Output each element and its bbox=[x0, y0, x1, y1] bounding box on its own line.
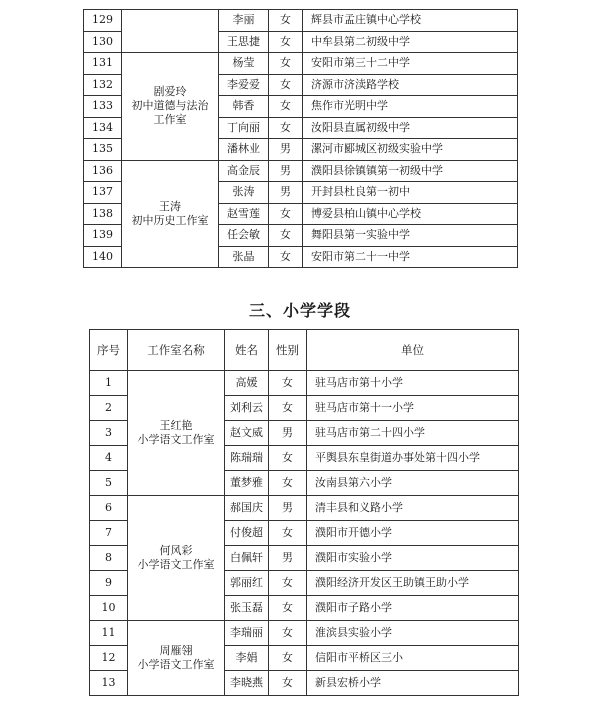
gender: 女 bbox=[269, 96, 303, 118]
unit: 安阳市第三十二中学 bbox=[303, 53, 518, 75]
studio-name: 小学语文工作室 bbox=[137, 658, 215, 671]
teacher-name: 郭丽红 bbox=[225, 571, 269, 596]
gender: 女 bbox=[269, 371, 307, 396]
row-number: 133 bbox=[84, 96, 122, 118]
row-number: 6 bbox=[90, 496, 128, 521]
teacher-name: 陈瑞瑞 bbox=[225, 446, 269, 471]
teacher-name: 李娟 bbox=[225, 646, 269, 671]
unit: 驻马店市第十一小学 bbox=[307, 396, 519, 421]
row-number: 129 bbox=[84, 10, 122, 32]
unit: 信阳市平桥区三小 bbox=[307, 646, 519, 671]
studio-name: 初中历史工作室 bbox=[131, 213, 209, 227]
studio-name: 初中道德与法治 bbox=[131, 99, 209, 113]
table-header-row bbox=[90, 330, 519, 371]
row-number: 13 bbox=[90, 671, 128, 696]
unit: 濮阳经济开发区王助镇王助小学 bbox=[307, 571, 519, 596]
teacher-name: 张涛 bbox=[219, 182, 269, 204]
unit: 开封县杜良第一初中 bbox=[303, 182, 518, 204]
studio-leader: 剧爱玲 bbox=[153, 85, 187, 99]
gender: 男 bbox=[269, 139, 303, 161]
row-number: 131 bbox=[84, 53, 122, 75]
unit: 焦作市光明中学 bbox=[303, 96, 518, 118]
row-number: 10 bbox=[90, 596, 128, 621]
studio-cell bbox=[122, 160, 219, 268]
unit: 濮阳市子路小学 bbox=[307, 596, 519, 621]
unit: 驻马店市第十小学 bbox=[307, 371, 519, 396]
gender: 女 bbox=[269, 246, 303, 268]
row-number: 3 bbox=[90, 421, 128, 446]
unit: 清丰县和义路小学 bbox=[307, 496, 519, 521]
gender: 女 bbox=[269, 571, 307, 596]
unit: 淮滨县实验小学 bbox=[307, 621, 519, 646]
row-number: 136 bbox=[84, 160, 122, 182]
teacher-name: 丁向丽 bbox=[219, 117, 269, 139]
gender: 女 bbox=[269, 117, 303, 139]
row-number: 134 bbox=[84, 117, 122, 139]
gender: 女 bbox=[269, 53, 303, 75]
studio-cell bbox=[128, 371, 225, 496]
unit: 濮阳市实验小学 bbox=[307, 546, 519, 571]
studio-cell bbox=[128, 496, 225, 621]
unit: 濮阳市开德小学 bbox=[307, 521, 519, 546]
gender: 男 bbox=[269, 546, 307, 571]
gender: 女 bbox=[269, 521, 307, 546]
row-number: 12 bbox=[90, 646, 128, 671]
row-number: 5 bbox=[90, 471, 128, 496]
unit: 中牟县第二初级中学 bbox=[303, 31, 518, 53]
teacher-name: 李晓燕 bbox=[225, 671, 269, 696]
studio-cell bbox=[122, 10, 219, 53]
unit: 舞阳县第一实验中学 bbox=[303, 225, 518, 247]
row-number: 11 bbox=[90, 621, 128, 646]
unit: 濮阳县徐镇镇第一初级中学 bbox=[303, 160, 518, 182]
studio-leader: 王涛 bbox=[159, 199, 181, 213]
teacher-name: 张晶 bbox=[219, 246, 269, 268]
row-number: 9 bbox=[90, 571, 128, 596]
teacher-name: 李丽 bbox=[219, 10, 269, 32]
row-number: 7 bbox=[90, 521, 128, 546]
unit: 新县宏桥小学 bbox=[307, 671, 519, 696]
teacher-name: 王思捷 bbox=[219, 31, 269, 53]
row-number: 8 bbox=[90, 546, 128, 571]
row-number: 130 bbox=[84, 31, 122, 53]
teacher-name: 任会敏 bbox=[219, 225, 269, 247]
gender: 女 bbox=[269, 74, 303, 96]
studio-leader: 王红艳 bbox=[159, 419, 193, 432]
table-row bbox=[90, 621, 519, 646]
gender: 女 bbox=[269, 671, 307, 696]
primary-school-table bbox=[89, 329, 519, 696]
table-row bbox=[90, 496, 519, 521]
row-number: 140 bbox=[84, 246, 122, 268]
studio-leader: 何风彩 bbox=[159, 544, 193, 557]
gender: 男 bbox=[269, 160, 303, 182]
gender: 女 bbox=[269, 225, 303, 247]
unit: 安阳市第二十一中学 bbox=[303, 246, 518, 268]
teacher-name: 付俊超 bbox=[225, 521, 269, 546]
gender: 女 bbox=[269, 31, 303, 53]
gender: 女 bbox=[269, 446, 307, 471]
teacher-name: 高金辰 bbox=[219, 160, 269, 182]
teacher-name: 白佩轩 bbox=[225, 546, 269, 571]
gender: 男 bbox=[269, 496, 307, 521]
header-gender: 性别 bbox=[269, 330, 307, 371]
teacher-name: 张玉磊 bbox=[225, 596, 269, 621]
studio-name: 小学语文工作室 bbox=[137, 433, 215, 446]
unit: 汝南县第六小学 bbox=[307, 471, 519, 496]
section-title: 三、小学学段 bbox=[248, 301, 351, 320]
row-number: 138 bbox=[84, 203, 122, 225]
gender: 女 bbox=[269, 646, 307, 671]
gender: 女 bbox=[269, 396, 307, 421]
table-row bbox=[84, 53, 518, 75]
junior-high-table bbox=[83, 9, 518, 268]
studio-leader: 周雁翎 bbox=[159, 644, 193, 657]
teacher-name: 赵文威 bbox=[225, 421, 269, 446]
studio-name: 小学语文工作室 bbox=[137, 558, 215, 571]
studio-cell bbox=[128, 621, 225, 696]
row-number: 132 bbox=[84, 74, 122, 96]
gender: 女 bbox=[269, 203, 303, 225]
header-name: 姓名 bbox=[225, 330, 269, 371]
row-number: 139 bbox=[84, 225, 122, 247]
table-row bbox=[90, 371, 519, 396]
row-number: 2 bbox=[90, 396, 128, 421]
gender: 男 bbox=[269, 421, 307, 446]
teacher-name: 韩香 bbox=[219, 96, 269, 118]
header-studio: 工作室名称 bbox=[128, 330, 225, 371]
studio-name-cont: 工作室 bbox=[153, 113, 187, 127]
teacher-name: 潘林业 bbox=[219, 139, 269, 161]
gender: 女 bbox=[269, 621, 307, 646]
teacher-name: 李爱爱 bbox=[219, 74, 269, 96]
teacher-name: 杨莹 bbox=[219, 53, 269, 75]
row-number: 135 bbox=[84, 139, 122, 161]
unit: 汝阳县直属初级中学 bbox=[303, 117, 518, 139]
unit: 辉县市孟庄镇中心学校 bbox=[303, 10, 518, 32]
gender: 男 bbox=[269, 182, 303, 204]
teacher-name: 李瑞丽 bbox=[225, 621, 269, 646]
gender: 女 bbox=[269, 471, 307, 496]
gender: 女 bbox=[269, 10, 303, 32]
teacher-name: 高媛 bbox=[225, 371, 269, 396]
row-number: 1 bbox=[90, 371, 128, 396]
header-unit: 单位 bbox=[307, 330, 519, 371]
unit: 济源市济渎路学校 bbox=[303, 74, 518, 96]
header-no: 序号 bbox=[90, 330, 128, 371]
teacher-name: 董梦雅 bbox=[225, 471, 269, 496]
teacher-name: 刘利云 bbox=[225, 396, 269, 421]
teacher-name: 赵雪莲 bbox=[219, 203, 269, 225]
unit: 平舆县东皇街道办事处第十四小学 bbox=[307, 446, 519, 471]
row-number: 137 bbox=[84, 182, 122, 204]
table-row bbox=[84, 10, 518, 32]
unit: 漯河市郾城区初级实验中学 bbox=[303, 139, 518, 161]
table-row bbox=[84, 160, 518, 182]
studio-cell bbox=[122, 53, 219, 161]
row-number: 4 bbox=[90, 446, 128, 471]
teacher-name: 郝国庆 bbox=[225, 496, 269, 521]
gender: 女 bbox=[269, 596, 307, 621]
unit: 博爱县柏山镇中心学校 bbox=[303, 203, 518, 225]
unit: 驻马店市第二十四小学 bbox=[307, 421, 519, 446]
